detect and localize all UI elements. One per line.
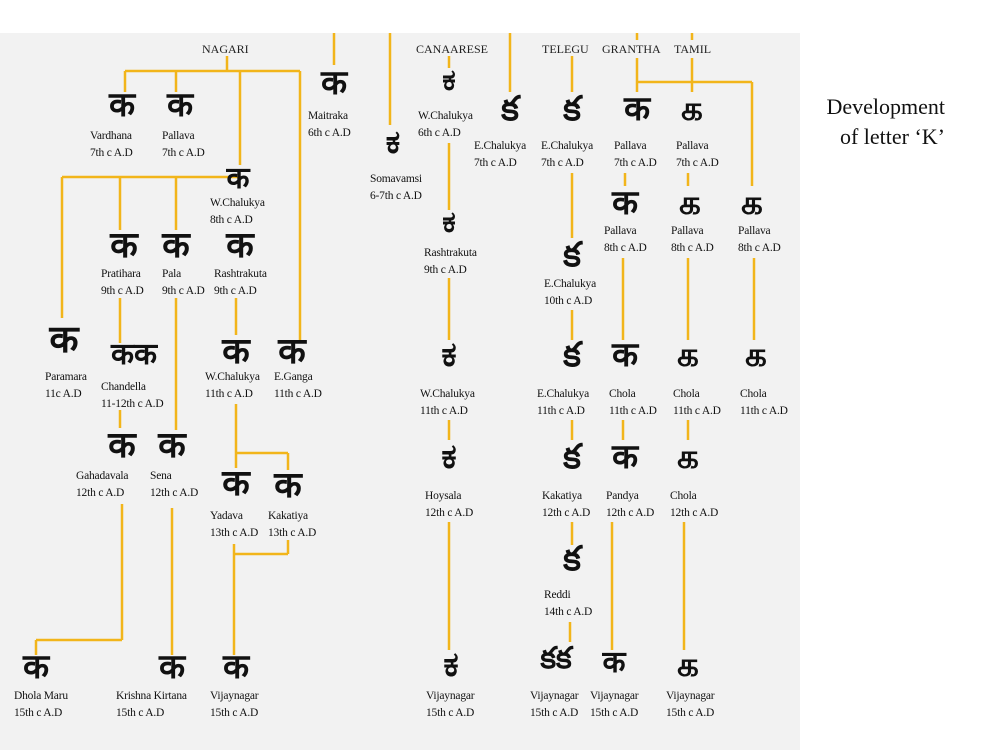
letter-glyph: క <box>563 437 581 477</box>
node-date: 8th c A.D <box>210 214 253 226</box>
letter-glyph: क <box>108 425 136 466</box>
title-line-1: Development <box>826 94 945 119</box>
node-date: 10th c A.D <box>544 295 593 307</box>
node-date: 11th c A.D <box>673 405 721 417</box>
node-label <box>308 108 351 142</box>
node-name: Pallava <box>614 140 647 152</box>
node-label <box>614 138 657 172</box>
node-date: 12th c A.D <box>606 507 655 519</box>
node-date: 12th c A.D <box>150 487 199 499</box>
header-nagari: NAGARI <box>202 42 249 56</box>
node-label <box>673 386 721 420</box>
node-label <box>474 138 526 172</box>
node-date: 15th c A.D <box>666 707 715 719</box>
node-label <box>541 138 593 172</box>
node-date: 14th c A.D <box>544 606 593 618</box>
letter-glyph: क <box>162 225 190 266</box>
letter-glyph: क <box>611 335 639 375</box>
letter-glyph: क <box>222 647 250 687</box>
node-label <box>609 386 657 420</box>
node-name: E.Chalukya <box>474 140 526 152</box>
node-label <box>210 195 265 229</box>
node-label <box>214 266 267 300</box>
letter-glyph: क <box>602 645 626 680</box>
node-label <box>150 468 198 502</box>
letter-glyph: क <box>166 85 194 125</box>
node-date: 12th c A.D <box>670 507 719 519</box>
node-label <box>424 245 477 279</box>
letter-glyph: क <box>222 331 250 372</box>
node-label <box>671 223 714 257</box>
node-date: 15th c A.D <box>530 707 579 719</box>
letter-glyph: క <box>563 89 581 129</box>
node-date: 7th c A.D <box>676 157 719 169</box>
node-label <box>676 138 719 172</box>
node-date: 13th c A.D <box>268 527 317 539</box>
node-date: 15th c A.D <box>14 707 63 719</box>
node-date: 15th c A.D <box>210 707 259 719</box>
letter-glyph: क <box>320 63 348 103</box>
letter-glyph: க <box>681 89 703 129</box>
node-name: Paramara <box>45 371 87 383</box>
node-name: W.Chalukya <box>420 388 475 400</box>
letter-glyph: क <box>110 225 138 266</box>
letter-glyph: क <box>278 331 306 372</box>
header-telegu: TELEGU <box>542 42 589 56</box>
letter-glyph: కక <box>540 641 572 676</box>
letter-glyph: க <box>745 335 767 375</box>
node-name: W.Chalukya <box>205 371 260 383</box>
node-date: 15th c A.D <box>426 707 475 719</box>
node-name: Chola <box>673 388 700 400</box>
letter-glyph: ಕ <box>441 335 457 375</box>
node-date: 7th c A.D <box>614 157 657 169</box>
letter-glyph: क <box>158 647 186 687</box>
node-name: Chandella <box>101 381 146 393</box>
letter-glyph: क <box>226 225 254 266</box>
node-name: Gahadavala <box>76 470 129 482</box>
node-name: Pallava <box>738 225 771 237</box>
node-name: Dhola Maru <box>14 690 68 702</box>
header-grantha: GRANTHA <box>602 42 661 56</box>
node-date: 6-7th c A.D <box>370 190 422 202</box>
letter-glyph: क <box>49 317 79 361</box>
node-date: 9th c A.D <box>162 285 205 297</box>
node-label <box>420 386 475 420</box>
node-label <box>268 508 316 542</box>
letter-glyph: कक <box>110 337 158 372</box>
letter-glyph: ಕ <box>442 205 456 240</box>
node-date: 12th c A.D <box>425 507 474 519</box>
node-name: Hoysala <box>425 490 462 502</box>
letter-glyph: க <box>741 183 763 223</box>
node-date: 11c A.D <box>45 388 82 400</box>
letter-glyph: क <box>222 463 250 504</box>
node-date: 12th c A.D <box>542 507 591 519</box>
node-date: 11th c A.D <box>274 388 322 400</box>
header-canaarese: CANAARESE <box>416 42 489 56</box>
node-date: 8th c A.D <box>604 242 647 254</box>
letter-glyph: க <box>677 335 699 375</box>
node-label <box>90 128 133 162</box>
node-label <box>606 488 654 522</box>
node-name: E.Chalukya <box>541 140 593 152</box>
letter-glyph: क <box>611 437 639 477</box>
node-date: 11th c A.D <box>740 405 788 417</box>
node-label <box>101 379 163 413</box>
node-date: 7th c A.D <box>541 157 584 169</box>
node-name: W.Chalukya <box>418 110 473 122</box>
node-label <box>530 688 578 722</box>
letter-glyph: क <box>611 183 639 223</box>
node-label <box>14 688 68 722</box>
node-name: Pandya <box>606 490 639 502</box>
node-name: Pallava <box>604 225 637 237</box>
node-name: Somavamsi <box>370 173 422 185</box>
node-label <box>604 223 647 257</box>
letter-glyph: க <box>679 183 701 223</box>
node-name: E.Ganga <box>274 371 313 383</box>
letter-glyph: క <box>501 89 519 129</box>
letter-glyph: ಕ <box>443 645 459 685</box>
node-date: 9th c A.D <box>214 285 257 297</box>
node-label <box>116 688 187 722</box>
node-name: Vijaynagar <box>590 690 639 702</box>
node-name: Sena <box>150 470 172 482</box>
node-name: Chola <box>740 388 767 400</box>
letter-glyph: ಕ <box>442 63 456 98</box>
letter-glyph: క <box>563 335 581 375</box>
node-date: 9th c A.D <box>424 264 467 276</box>
node-label <box>542 488 590 522</box>
node-name: Vijaynagar <box>210 690 259 702</box>
node-name: Pallava <box>676 140 709 152</box>
letter-glyph: க <box>677 645 699 685</box>
letter-glyph: க <box>677 437 699 477</box>
letter-glyph: ಕ <box>385 123 401 161</box>
node-name: Chola <box>670 490 697 502</box>
node-name: Pallava <box>671 225 704 237</box>
node-date: 7th c A.D <box>474 157 517 169</box>
node-name: Reddi <box>544 589 571 601</box>
node-label <box>162 266 205 300</box>
letter-glyph: क <box>226 161 250 196</box>
node-label <box>418 108 473 142</box>
node-label <box>76 468 128 502</box>
node-label <box>425 488 473 522</box>
node-date: 15th c A.D <box>116 707 165 719</box>
node-name: Vijaynagar <box>530 690 579 702</box>
node-label <box>670 488 718 522</box>
node-label <box>210 688 258 722</box>
node-label <box>544 587 592 621</box>
node-date: 8th c A.D <box>738 242 781 254</box>
node-name: Yadava <box>210 510 243 522</box>
node-name: Pallava <box>162 130 195 142</box>
node-label <box>210 508 258 542</box>
chart-title <box>785 92 945 152</box>
node-date: 9th c A.D <box>101 285 144 297</box>
letter-glyph: ಕ <box>441 437 457 477</box>
node-name: Kakatiya <box>542 490 582 502</box>
node-label <box>274 369 322 403</box>
node-label <box>205 369 260 403</box>
node-date: 13th c A.D <box>210 527 259 539</box>
node-date: 11-12th c A.D <box>101 398 164 410</box>
header-tamil: TAMIL <box>674 42 712 56</box>
node-name: E.Chalukya <box>537 388 589 400</box>
node-name: E.Chalukya <box>544 278 596 290</box>
node-name: Vijaynagar <box>426 690 475 702</box>
node-date: 6th c A.D <box>418 127 461 139</box>
node-label <box>426 688 474 722</box>
node-date: 12th c A.D <box>76 487 125 499</box>
node-name: Rashtrakuta <box>214 268 267 280</box>
letter-glyph: क <box>22 647 50 687</box>
letter-glyph: क <box>158 425 186 466</box>
letter-glyph: क <box>108 85 136 125</box>
node-date: 11th c A.D <box>537 405 585 417</box>
node-name: Krishna Kirtana <box>116 690 187 702</box>
node-date: 15th c A.D <box>590 707 639 719</box>
node-label <box>45 369 87 403</box>
node-name: Maitraka <box>308 110 348 122</box>
node-label <box>590 688 638 722</box>
node-date: 11th c A.D <box>420 405 468 417</box>
node-label <box>162 128 205 162</box>
node-label <box>101 266 144 300</box>
letter-glyph: क <box>274 465 302 506</box>
node-label <box>738 223 781 257</box>
node-name: Pala <box>162 268 181 280</box>
node-date: 11th c A.D <box>205 388 253 400</box>
letter-glyph: క <box>563 235 581 275</box>
letter-glyph: क <box>623 89 651 129</box>
node-name: Vardhana <box>90 130 132 142</box>
node-name: Vijaynagar <box>666 690 715 702</box>
node-date: 7th c A.D <box>162 147 205 159</box>
node-name: Kakatiya <box>268 510 308 522</box>
node-name: Rashtrakuta <box>424 247 477 259</box>
letter-glyph: క <box>563 539 581 579</box>
node-name: Pratihara <box>101 268 141 280</box>
node-date: 6th c A.D <box>308 127 351 139</box>
node-date: 11th c A.D <box>609 405 657 417</box>
title-line-2: of letter ‘K’ <box>839 124 945 149</box>
node-label <box>666 688 714 722</box>
node-label <box>537 386 589 420</box>
node-name: Chola <box>609 388 636 400</box>
node-label <box>740 386 788 420</box>
node-date: 8th c A.D <box>671 242 714 254</box>
node-label <box>370 171 422 205</box>
node-name: W.Chalukya <box>210 197 265 209</box>
node-date: 7th c A.D <box>90 147 133 159</box>
node-label <box>544 276 596 310</box>
